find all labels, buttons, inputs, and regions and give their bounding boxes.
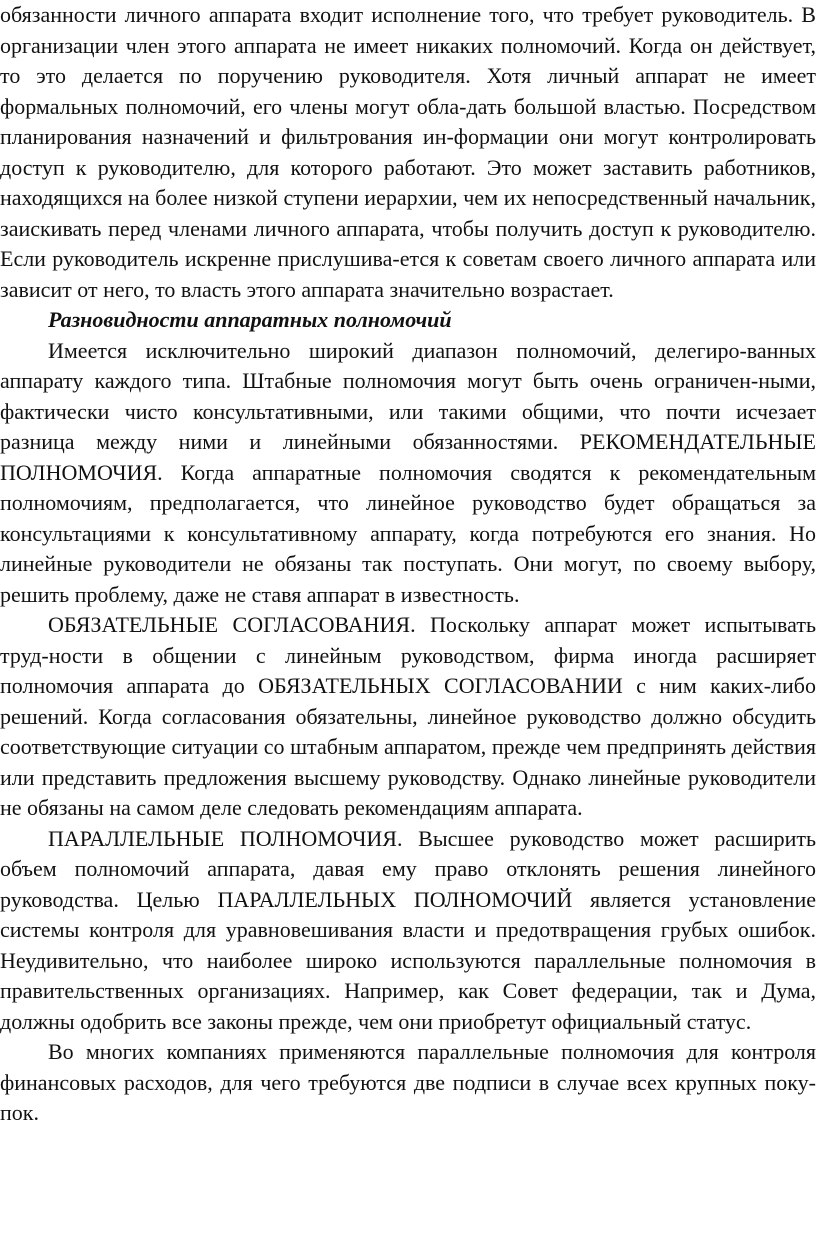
paragraph-staff-duties: обязанности личного аппарата входит исполнение того, что требует руководитель. В организации член этого аппарата не имеет никаких полномочий. Когда он действует, то это делается по поручению руководителя. Хотя личный аппарат не имеет формальных полномочий, его члены могут обла-дать большой властью. Посредством планирования назначений и фильтрования ин-формации они могут контролировать доступ к руководителю, для которого работают. Это может заставить работников, находящихся на более низкой ступени иерархии, чем их непосредственный начальник, заискивать перед членами личного аппарата, чтобы получить доступ к руководителю. Если руководитель искренне прислушива-ется к советам своего личного аппарата или зависит от него, то власть этого аппарата значительно возрастает. [0,2,816,302]
paragraph-mandatory-approval: ОБЯЗАТЕЛЬНЫЕ СОГЛАСОВАНИЯ. Поскольку аппарат может испытывать труд-ности в общении с линейным руководством, фирма иногда расширяет полномочия аппарата до ОБЯЗАТЕЛЬНЫХ СОГЛАСОВАНИИ с ним каких-либо решений. Когда согласования обязательны, линейное руководство должно обсудить соответствующие ситуации со штабным аппаратом, прежде чем предпринять действия или представить предложения высшему руководству. Однако линейные руководители не обязаны на самом деле следовать рекомендациям аппарата. [0,612,816,820]
paragraph-advisory-authority: Имеется исключительно широкий диапазон полномочий, делегиро-ванных аппарату каждого типа. Штабные полномочия могут быть очень ограничен-ными, фактически чисто консультативными, или такими общими, что почти исчезает разница между ними и линейными обязанностями. РЕКОМЕНДАТЕЛЬНЫЕ ПОЛНОМОЧИЯ. Когда аппаратные полномочия сводятся к рекомендательным полномочиям, предполагается, что линейное руководство будет обращаться за консультациями к консультативному аппарату, когда потребуются его знания. Но линейные руководители не обязаны так поступать. Они могут, по своему выбору, решить проблему, даже не ставя аппарат в известность. [0,337,816,607]
paragraph-parallel-authority: ПАРАЛЛЕЛЬНЫЕ ПОЛНОМОЧИЯ. Высшее руководство может расширить объем полномочий аппарата, давая ему право отклонять решения линейного руководства. Целью ПАРАЛЛЕЛЬНЫХ ПОЛНОМОЧИЙ является установление системы контроля для уравновешивания власти и предотвращения грубых ошибок. Неудивительно, что наиболее широко используются параллельные полномочия в правительственных организациях. Например, как Совет федерации, так и Дума, должны одобрить все законы прежде, чем они приобретут официальный статус. [0,825,816,1034]
paragraph-financial-control: Во многих компаниях применяются параллельные полномочия для контроля финансовых расходов, для чего требуются две подписи в случае всех крупных поку-пок. [0,1039,816,1125]
section-heading-staff-authority-types: Разновидности аппаратных полномочий [48,307,452,332]
